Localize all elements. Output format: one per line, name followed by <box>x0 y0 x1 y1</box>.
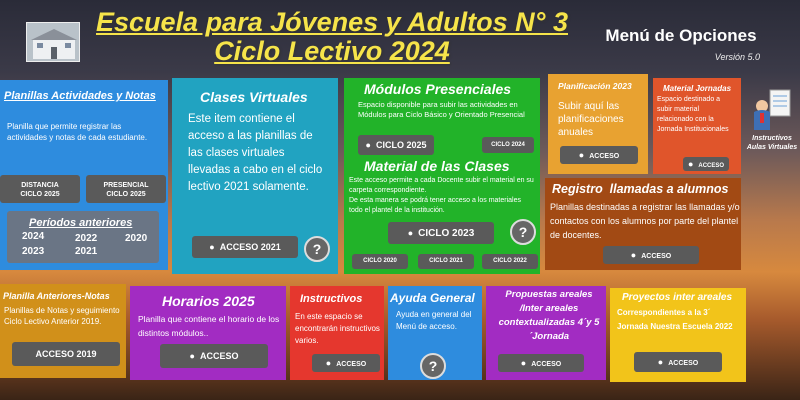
ciclo-2022-button[interactable]: CICLO 2022 <box>482 254 538 269</box>
page-title: Escuela para Jóvenes y Adultos N° 3 Ciclo Lectivo 2024 <box>96 7 568 66</box>
proyectos-title: Proyectos inter areales <box>622 292 733 303</box>
ayuda-title: Ayuda General <box>390 291 475 305</box>
ayuda-desc: Ayuda en general del Menú de acceso. <box>396 310 472 331</box>
menu-heading: Menú de Opciones <box>605 26 757 45</box>
eye-icon: ● <box>365 140 371 150</box>
planificacion-title: Planificación 2023 <box>558 81 632 91</box>
material-jornadas-title: Material Jornadas <box>663 84 732 93</box>
horarios-desc: Planilla que contiene el horario de los distintos módulos.. <box>138 314 280 338</box>
instructivos-title: Instructivos <box>300 293 363 305</box>
clases-desc: Este item contiene el acceso a las planillas de las clases virtuales llevadas a cabo en el ciclo lectivo 2021 solamente. <box>188 113 323 193</box>
horarios-acceso-button[interactable]: ● ACCESO <box>160 344 268 368</box>
school-logo <box>26 22 80 62</box>
horarios-card <box>130 286 286 380</box>
version-label: Versión 5.0 <box>714 52 760 62</box>
eye-icon: ● <box>209 242 215 252</box>
clases-title: Clases Virtuales <box>200 89 308 105</box>
registro-acceso-button[interactable]: ● ACCESO <box>603 246 699 264</box>
material-jornadas-card <box>653 78 741 174</box>
instructivos-desc: En este espacio se encontrarán instructivos varios. <box>295 312 380 345</box>
planillas-title[interactable]: Planillas Actividades y Notas <box>4 90 156 102</box>
acceso-2019-button[interactable]: ACCESO 2019 <box>12 342 120 366</box>
anteriores-card <box>0 284 126 378</box>
acceso-2021-button[interactable]: ● ACCESO 2021 <box>192 236 298 258</box>
registro-desc: Planillas destinadas a registrar las llamadas y/o contactos con los alumnos por parte del plantel de docentes. <box>550 202 740 240</box>
planificacion-desc: Subir aquí las planificaciones anuales <box>558 101 624 138</box>
material-title: Material de las Clases <box>364 158 510 174</box>
school-building-icon <box>27 23 80 62</box>
year-2021-link[interactable]: 2021 <box>75 246 98 257</box>
periods-title: Períodos anteriores <box>29 217 133 229</box>
distancia-button[interactable]: DISTANCIA CICLO 2025 <box>0 175 80 203</box>
ciclo-2023-button[interactable]: ● CICLO 2023 <box>388 222 494 244</box>
eye-icon: ● <box>657 357 664 367</box>
horarios-title: Horarios 2025 <box>162 293 255 309</box>
year-2022-link[interactable]: 2022 <box>75 233 98 244</box>
year-2023-link[interactable]: 2023 <box>22 246 45 257</box>
instructivos-aulas-link[interactable] <box>744 86 800 156</box>
planillas-desc: Planilla que permite registrar las actividades y notas de cada estudiante. <box>7 122 148 142</box>
proyectos-desc: Correspondientes a la 3´ Jornada Nuestra Escuela 2022 <box>617 308 733 331</box>
eye-icon: ● <box>630 250 637 260</box>
clases-card <box>172 78 338 274</box>
eye-icon: ● <box>325 358 332 368</box>
modulos-card <box>344 78 540 274</box>
help-icon[interactable]: ? <box>304 236 330 262</box>
anteriores-desc: Planillas de Notas y seguimiento Ciclo Lectivo Anterior 2019. <box>4 306 120 326</box>
proyectos-acceso-button[interactable]: ● ACCESO <box>634 352 722 372</box>
propuestas-title: Propuestas areales /Inter areales contextualizadas 4´y 5´Jornada <box>498 289 600 342</box>
ciclo-2024-button[interactable]: CICLO 2024 <box>482 137 534 153</box>
propuestas-card <box>486 286 606 380</box>
eye-icon: ● <box>520 358 527 368</box>
ciclo-2021-button[interactable]: CICLO 2021 <box>418 254 474 269</box>
ayuda-card <box>388 286 482 380</box>
material-jornadas-desc: Espacio destinado a subir material relacionado con la Jornada Institucionales <box>657 96 729 133</box>
year-2024-link[interactable]: 2024 <box>22 231 45 242</box>
propuestas-acceso-button[interactable]: ● ACCESO <box>498 354 584 372</box>
material-desc: Este acceso permite a cada Docente subir el material en su carpeta correspondiente. De esta manera se podrá tener acceso a los materiales todo el plantel de la institución. <box>349 177 534 214</box>
eye-icon: ● <box>189 351 195 361</box>
help-icon[interactable]: ? <box>420 353 446 379</box>
modulos-title: Módulos Presenciales <box>364 81 512 97</box>
instructivos-aulas-label: Instructivos Aulas Virtuales <box>746 135 798 151</box>
registro-title: Registro llamadas a alumnos <box>552 182 729 196</box>
anteriores-title: Planilla Anteriores-Notas <box>3 291 110 301</box>
planificacion-acceso-button[interactable]: ● ACCESO <box>560 146 638 164</box>
instructivos-card <box>290 286 384 380</box>
planillas-card <box>0 80 168 270</box>
presencial-button[interactable]: PRESENCIAL CICLO 2025 <box>86 175 166 203</box>
ciclo-2020-button[interactable]: CICLO 2020 <box>352 254 408 269</box>
ciclo-2025-button[interactable]: ● CICLO 2025 <box>358 135 434 155</box>
help-icon[interactable]: ? <box>510 219 536 245</box>
year-2020-link[interactable]: 2020 <box>125 233 148 244</box>
instructivos-acceso-button[interactable]: ● ACCESO <box>312 354 380 372</box>
teacher-document-icon <box>750 86 794 132</box>
eye-icon: ● <box>687 159 694 169</box>
eye-icon: ● <box>407 228 414 238</box>
modulos-desc: Espacio disponible para subir las actividades en Módulos para Ciclo Básico y Orientado Presencial <box>358 100 525 119</box>
eye-icon: ● <box>578 150 585 160</box>
registro-card <box>545 178 741 270</box>
proyectos-card <box>610 288 746 382</box>
planificacion-card <box>548 74 648 174</box>
material-jornadas-acceso-button[interactable]: ● ACCESO <box>683 157 729 171</box>
